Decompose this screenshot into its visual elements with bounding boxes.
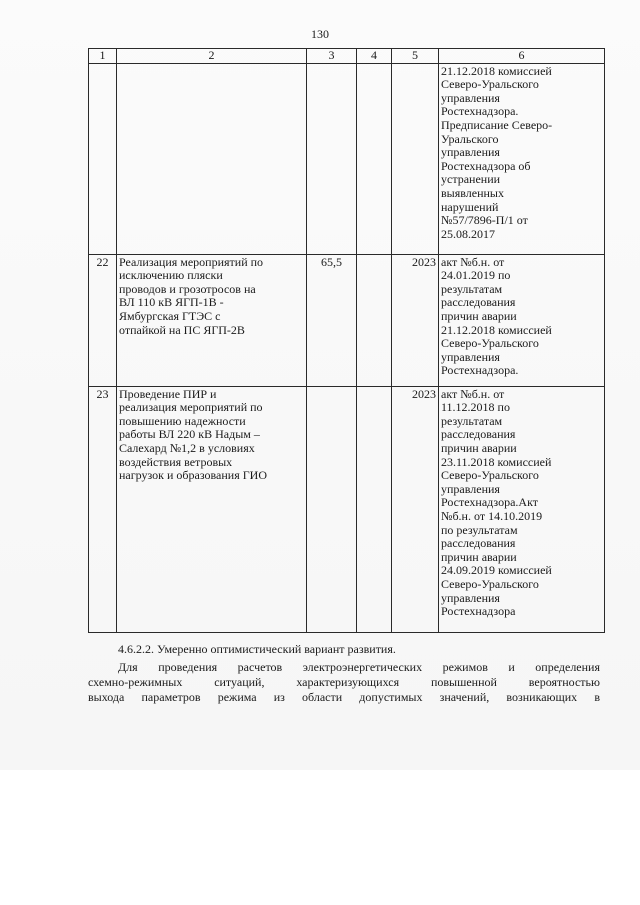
- name-line: ВЛ 110 кВ ЯГП-1В -: [119, 295, 224, 310]
- basis-note: [439, 63, 605, 254]
- note-line: управления: [441, 349, 500, 364]
- name-line: Ямбургская ГТЭС с: [119, 308, 221, 323]
- name-line: исключению пляски: [119, 268, 223, 283]
- note-line: расследования: [441, 295, 516, 310]
- header-cell: 6: [439, 49, 605, 64]
- name-line: нагрузок и образования ГИО: [119, 468, 268, 483]
- note-line: Ростехнадзора: [441, 604, 516, 619]
- note-line: результатам: [441, 281, 503, 296]
- basis-note: [439, 254, 605, 386]
- value-col3: [307, 386, 357, 632]
- note-line: 23.11.2018 комиссией: [441, 454, 552, 469]
- name-line: отпайкой на ПС ЯГП-2В: [119, 322, 245, 337]
- value-col3: [307, 63, 357, 254]
- completion-year: 2023: [392, 254, 439, 386]
- completion-year: [392, 63, 439, 254]
- note-line: Ростехнадзора.Акт: [441, 495, 538, 510]
- note-line: управления: [441, 590, 500, 605]
- note-line: расследования: [441, 536, 516, 551]
- name-line: реализация мероприятий по: [119, 400, 263, 415]
- note-line: расследования: [441, 427, 516, 442]
- value-col4: [357, 254, 392, 386]
- note-line: Северо-Уральского: [441, 336, 539, 351]
- table-row: [89, 386, 605, 632]
- completion-year: 2023: [392, 386, 439, 632]
- header-cell: 4: [357, 49, 392, 64]
- basis-note: [439, 386, 605, 632]
- note-line: акт №б.н. от: [441, 386, 505, 401]
- note-line: Северо-Уральского: [441, 576, 539, 591]
- table-row: [89, 63, 605, 254]
- header-cell: 1: [89, 49, 117, 64]
- name-line: повышению надежности: [119, 413, 246, 428]
- name-line: Проведение ПИР и: [119, 386, 217, 401]
- section-heading: 4.6.2.2. Умеренно оптимистический вариант развития.: [118, 642, 396, 656]
- note-line: Ростехнадзора об: [441, 158, 531, 173]
- note-line: Ростехнадзора.: [441, 104, 519, 119]
- note-line: 24.01.2019 по: [441, 268, 511, 283]
- value-col3: 65,5: [307, 254, 357, 386]
- name-line: Реализация мероприятий по: [119, 254, 264, 269]
- header-cell: 2: [117, 49, 307, 64]
- note-line: Уральского: [441, 131, 499, 146]
- paragraph-line: выхода параметров режима из области допустимых значений, возникающих в: [88, 690, 600, 704]
- header-cell: 3: [307, 49, 357, 64]
- note-line: причин аварии: [441, 308, 517, 323]
- page-number: 130: [311, 27, 329, 41]
- note-line: по результатам: [441, 522, 518, 537]
- value-col4: [357, 63, 392, 254]
- table-row: [89, 254, 605, 386]
- measure-name: [117, 386, 307, 632]
- note-line: 11.12.2018 по: [441, 400, 510, 415]
- note-line: управления: [441, 90, 500, 105]
- name-line: Салехард №1,2 в условиях: [119, 440, 255, 455]
- table-header-row: [89, 49, 605, 64]
- paragraph-line: Для проведения расчетов электроэнергетических режимов и определения: [118, 660, 600, 674]
- name-line: проводов и грозотросов на: [119, 281, 256, 296]
- note-line: 25.08.2017: [441, 226, 495, 241]
- note-line: №57/7896-П/1 от: [441, 213, 528, 228]
- header-cell: 5: [392, 49, 439, 64]
- note-line: Северо-Уральского: [441, 77, 539, 92]
- name-line: работы ВЛ 220 кВ Надым –: [119, 427, 260, 442]
- note-line: 24.09.2019 комиссией: [441, 563, 552, 578]
- note-line: выявленных: [441, 185, 504, 200]
- note-line: нарушений: [441, 199, 499, 214]
- note-line: 21.12.2018 комиссией: [441, 63, 552, 78]
- measure-name: [117, 63, 307, 254]
- note-line: №б.н. от 14.10.2019: [441, 508, 543, 523]
- note-line: 21.12.2018 комиссией: [441, 322, 552, 337]
- row-number: [89, 63, 117, 254]
- note-line: устранении: [441, 172, 501, 187]
- note-line: Ростехнадзора.: [441, 363, 519, 378]
- note-line: Предписание Северо-: [441, 117, 553, 132]
- name-line: воздействия ветровых: [119, 454, 233, 469]
- note-line: причин аварии: [441, 549, 517, 564]
- note-line: результатам: [441, 413, 503, 428]
- note-line: акт №б.н. от: [441, 254, 505, 269]
- measures-table: [88, 48, 605, 633]
- note-line: Северо-Уральского: [441, 468, 539, 483]
- row-number: 22: [89, 254, 117, 386]
- note-line: управления: [441, 145, 500, 160]
- row-number: 23: [89, 386, 117, 632]
- paragraph-line: схемно-режимных ситуаций, характеризующихся повышенной вероятностью: [88, 675, 600, 689]
- note-line: управления: [441, 481, 500, 496]
- value-col4: [357, 386, 392, 632]
- note-line: причин аварии: [441, 440, 517, 455]
- measure-name: [117, 254, 307, 386]
